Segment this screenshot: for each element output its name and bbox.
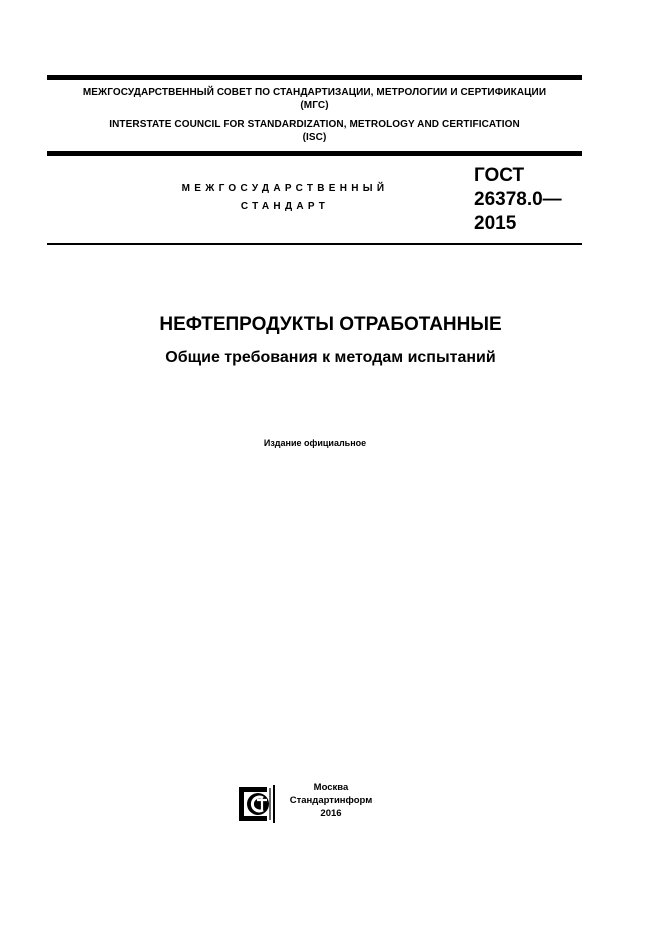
top-rule [47, 75, 582, 80]
council-ru-line1: МЕЖГОСУДАРСТВЕННЫЙ СОВЕТ ПО СТАНДАРТИЗАЦИИ, МЕТРОЛОГИИ И СЕРТИФИКАЦИИ [82, 87, 547, 98]
gost-label: ГОСТ [474, 165, 525, 186]
gost-year: 2015 [474, 213, 517, 234]
document-title: НЕФТЕПРОДУКТЫ ОТРАБОТАННЫЕ [159, 314, 502, 335]
standartinform-logo-icon [236, 783, 280, 825]
council-en-name [47, 118, 582, 144]
council-ru-name [47, 86, 582, 112]
publisher-name: Стандартинформ [289, 795, 373, 806]
standard-type [150, 180, 420, 216]
standard-type-line1: МЕЖГОСУДАРСТВЕННЫЙ [181, 183, 389, 194]
header-rule [47, 151, 582, 156]
gost-number: 26378.0— [474, 189, 562, 210]
gost-designation [474, 164, 562, 236]
publisher-city: Москва [313, 782, 349, 793]
council-ru-line2: (МГС) [300, 100, 329, 111]
publisher-year: 2016 [320, 808, 342, 819]
document-subtitle: Общие требования к методам испытаний [165, 349, 496, 366]
council-en-line1: INTERSTATE COUNCIL FOR STANDARDIZATION, METROLOGY AND CERTIFICATION [109, 119, 520, 130]
edition-label: Издание официальное [263, 438, 367, 448]
designation-rule [47, 243, 582, 245]
council-en-line2: (ISC) [302, 132, 327, 143]
standard-type-line2: СТАНДАРТ [240, 201, 330, 212]
publisher-block [288, 781, 374, 820]
